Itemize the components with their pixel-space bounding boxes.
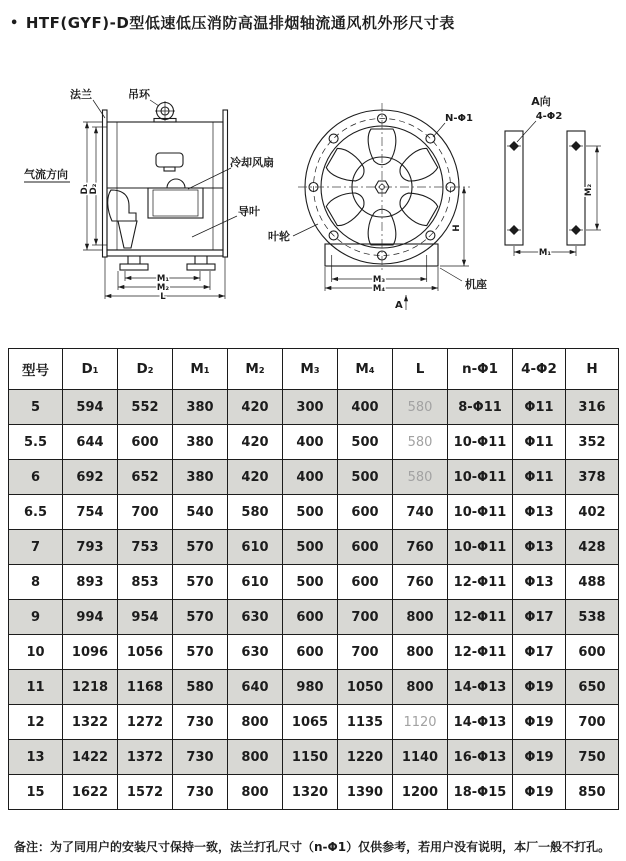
table-cell: 580	[228, 495, 283, 530]
table-cell: 15	[9, 775, 63, 810]
fan-dimension-diagram	[0, 0, 626, 330]
table-cell: 1150	[283, 740, 338, 775]
table-cell: 10-Φ11	[448, 460, 513, 495]
table-row	[9, 775, 619, 810]
table-cell: 1120	[393, 705, 448, 740]
table-cell: 500	[283, 495, 338, 530]
table-cell: 800	[393, 670, 448, 705]
table-row	[9, 425, 619, 460]
table-cell: Φ17	[513, 600, 566, 635]
table-cell: 994	[63, 600, 118, 635]
l-dim-label: L	[160, 292, 166, 302]
table-cell: 1135	[338, 705, 393, 740]
table-cell: 580	[393, 460, 448, 495]
table-cell: Φ17	[513, 635, 566, 670]
table-cell: 420	[228, 390, 283, 425]
table-cell: 650	[566, 670, 619, 705]
h-dim-label: H	[452, 224, 462, 232]
table-cell: 800	[393, 600, 448, 635]
column-header: M₂	[228, 349, 283, 390]
table-cell: 740	[393, 495, 448, 530]
table-cell: 400	[283, 425, 338, 460]
table-cell: 12-Φ11	[448, 600, 513, 635]
table-cell: 1065	[283, 705, 338, 740]
flange-label: 法兰	[70, 88, 92, 101]
table-cell: 7	[9, 530, 63, 565]
table-cell: 793	[63, 530, 118, 565]
table-row	[9, 460, 619, 495]
table-row	[9, 740, 619, 775]
table-cell: 600	[338, 495, 393, 530]
diffuser-cone	[118, 221, 137, 248]
table-cell: Φ13	[513, 565, 566, 600]
table-cell: 570	[173, 635, 228, 670]
table-cell: 594	[63, 390, 118, 425]
table-cell: 1320	[283, 775, 338, 810]
guide-vane-label: 导叶	[238, 205, 260, 218]
column-header: D₁	[63, 349, 118, 390]
table-cell: 600	[283, 635, 338, 670]
table-cell: 700	[338, 600, 393, 635]
mounting-feet	[120, 256, 215, 270]
table-cell: 700	[338, 635, 393, 670]
table-cell: 538	[566, 600, 619, 635]
front-view-drawing	[268, 103, 487, 311]
base-plate	[107, 250, 223, 256]
table-cell: Φ11	[513, 425, 566, 460]
table-cell: 610	[228, 530, 283, 565]
table-row	[9, 670, 619, 705]
table-cell: 6.5	[9, 495, 63, 530]
table-cell: 954	[118, 600, 173, 635]
motor	[148, 188, 203, 218]
table-cell: 600	[338, 530, 393, 565]
table-cell: 800	[228, 775, 283, 810]
table-cell: 1050	[338, 670, 393, 705]
table-cell: 10-Φ11	[448, 495, 513, 530]
table-cell: 600	[283, 600, 338, 635]
table-row	[9, 635, 619, 670]
column-header: D₂	[118, 349, 173, 390]
table-cell: 600	[566, 635, 619, 670]
table-cell: 16-Φ13	[448, 740, 513, 775]
table-row	[9, 600, 619, 635]
table-cell: 760	[393, 565, 448, 600]
aview-m2-label: M₂	[584, 183, 594, 197]
d1-dim-label: D₁	[80, 183, 90, 195]
table-cell: 580	[173, 670, 228, 705]
aview-m2-dimension	[584, 146, 601, 230]
dimension-table	[8, 348, 619, 810]
column-header: M₁	[173, 349, 228, 390]
table-cell: 1140	[393, 740, 448, 775]
table-cell: 652	[118, 460, 173, 495]
cooling-fan-label: 冷却风扇	[230, 156, 274, 169]
table-cell: Φ19	[513, 705, 566, 740]
table-cell: 754	[63, 495, 118, 530]
table-cell: 730	[173, 775, 228, 810]
table-cell: 800	[228, 705, 283, 740]
aview-m1-label: M₁	[538, 248, 552, 258]
table-cell: 12	[9, 705, 63, 740]
table-cell: 730	[173, 740, 228, 775]
table-row	[9, 565, 619, 600]
front-bottom-dimensions	[325, 267, 438, 294]
m4-dim-label: M₄	[372, 284, 386, 294]
table-cell: 14-Φ13	[448, 705, 513, 740]
flange-bolt-holes	[309, 114, 455, 260]
table-cell: Φ19	[513, 740, 566, 775]
table-cell: 730	[173, 705, 228, 740]
view-a-letter: A	[395, 300, 403, 311]
aview-m1-dimension	[514, 246, 576, 258]
lifting-ring	[154, 101, 176, 122]
table-cell: 692	[63, 460, 118, 495]
table-cell: Φ13	[513, 530, 566, 565]
table-cell: 380	[173, 425, 228, 460]
table-cell: 500	[283, 530, 338, 565]
table-cell: 570	[173, 565, 228, 600]
m2-dim-label: M₂	[156, 283, 170, 293]
table-cell: 10	[9, 635, 63, 670]
table-cell: Φ19	[513, 670, 566, 705]
table-cell: 753	[118, 530, 173, 565]
table-cell: 1572	[118, 775, 173, 810]
base-label: 机座	[465, 278, 487, 291]
table-cell: 1096	[63, 635, 118, 670]
table-cell: Φ13	[513, 495, 566, 530]
left-flange	[103, 110, 108, 257]
table-cell: 1390	[338, 775, 393, 810]
table-cell: 552	[118, 390, 173, 425]
table-cell: 630	[228, 635, 283, 670]
impeller-label: 叶轮	[268, 230, 290, 243]
inlet-elbow	[108, 190, 136, 221]
table-cell: 850	[566, 775, 619, 810]
title-text: HTF(GYF)-D型低速低压消防高温排烟轴流通风机外形尺寸表	[25, 14, 455, 32]
table-cell: 10-Φ11	[448, 530, 513, 565]
table-cell: 570	[173, 530, 228, 565]
table-cell: 1200	[393, 775, 448, 810]
foot-holes	[507, 141, 583, 235]
d2-dim-label: D₂	[89, 183, 99, 195]
table-cell: 380	[173, 390, 228, 425]
table-cell: 402	[566, 495, 619, 530]
table-cell: 600	[118, 425, 173, 460]
table-cell: 9	[9, 600, 63, 635]
table-cell: 10-Φ11	[448, 425, 513, 460]
table-row	[9, 530, 619, 565]
bolt-holes-label: N-Φ1	[445, 113, 473, 124]
table-cell: 1622	[63, 775, 118, 810]
column-header: n-Φ1	[448, 349, 513, 390]
table-cell: 400	[338, 390, 393, 425]
a-view-drawing	[505, 94, 601, 258]
table-cell: 5.5	[9, 425, 63, 460]
column-header: M₃	[283, 349, 338, 390]
table-cell: 12-Φ11	[448, 565, 513, 600]
table-cell: 630	[228, 600, 283, 635]
terminal-box	[156, 153, 183, 171]
table-cell: 12-Φ11	[448, 635, 513, 670]
table-cell: 640	[228, 670, 283, 705]
column-header: 型号	[9, 349, 63, 390]
lifting-ring-label: 吊环	[128, 88, 150, 101]
title-bullet-icon: •	[10, 16, 19, 31]
table-row	[9, 705, 619, 740]
column-header: H	[566, 349, 619, 390]
table-cell: 500	[338, 425, 393, 460]
table-cell: 420	[228, 460, 283, 495]
table-cell: 428	[566, 530, 619, 565]
table-row	[9, 390, 619, 425]
table-cell: 1272	[118, 705, 173, 740]
m3-dim-label: M₃	[372, 275, 386, 285]
table-cell: 1056	[118, 635, 173, 670]
column-header: M₄	[338, 349, 393, 390]
table-cell: 580	[393, 390, 448, 425]
table-cell: 378	[566, 460, 619, 495]
table-cell: 800	[228, 740, 283, 775]
table-cell: 14-Φ13	[448, 670, 513, 705]
table-cell: 610	[228, 565, 283, 600]
table-cell: 488	[566, 565, 619, 600]
table-cell: 1220	[338, 740, 393, 775]
footnote: 备注：为了同用户的安装尺寸保持一致，法兰打孔尺寸（n-Φ1）仅供参考，若用户没有说明，本厂一般不打孔。	[14, 840, 611, 854]
table-cell: 760	[393, 530, 448, 565]
table-cell: 8	[9, 565, 63, 600]
table-cell: 853	[118, 565, 173, 600]
table-cell: 400	[283, 460, 338, 495]
table-cell: Φ11	[513, 390, 566, 425]
table-row	[9, 495, 619, 530]
column-header: L	[393, 349, 448, 390]
airflow-label: 气流方向	[24, 168, 68, 181]
column-header: 4-Φ2	[513, 349, 566, 390]
table-cell: 11	[9, 670, 63, 705]
table-cell: 750	[566, 740, 619, 775]
h-dimension	[440, 187, 469, 266]
table-cell: 1422	[63, 740, 118, 775]
a-view-holes-label: 4-Φ2	[535, 111, 563, 122]
table-cell: 6	[9, 460, 63, 495]
view-a-arrow	[395, 295, 406, 311]
table-cell: 8-Φ11	[448, 390, 513, 425]
table-cell: 1168	[118, 670, 173, 705]
right-flange	[223, 110, 228, 257]
table-cell: 1372	[118, 740, 173, 775]
table-cell: 18-Φ15	[448, 775, 513, 810]
a-view-title: A向	[531, 95, 551, 108]
table-cell: 352	[566, 425, 619, 460]
table-cell: 420	[228, 425, 283, 460]
table-cell: 1218	[63, 670, 118, 705]
table-cell: 700	[118, 495, 173, 530]
table-cell: 300	[283, 390, 338, 425]
table-cell: 600	[338, 565, 393, 600]
table-cell: Φ11	[513, 460, 566, 495]
table-cell: 500	[283, 565, 338, 600]
table-cell: 700	[566, 705, 619, 740]
table-cell: 980	[283, 670, 338, 705]
table-cell: 570	[173, 600, 228, 635]
table-cell: 540	[173, 495, 228, 530]
table-cell: 580	[393, 425, 448, 460]
table-cell: 5	[9, 390, 63, 425]
side-view-drawing	[24, 87, 274, 302]
table-cell: 800	[393, 635, 448, 670]
table-cell: 1322	[63, 705, 118, 740]
cooling-fan-dome	[167, 179, 185, 188]
table-header-row	[9, 349, 619, 390]
table-cell: 13	[9, 740, 63, 775]
table-cell: 500	[338, 460, 393, 495]
m1-dim-label: M₁	[156, 274, 170, 284]
table-cell: Φ19	[513, 775, 566, 810]
table-body	[9, 390, 619, 810]
table-cell: 644	[63, 425, 118, 460]
table-cell: 893	[63, 565, 118, 600]
table-cell: 316	[566, 390, 619, 425]
table-cell: 380	[173, 460, 228, 495]
